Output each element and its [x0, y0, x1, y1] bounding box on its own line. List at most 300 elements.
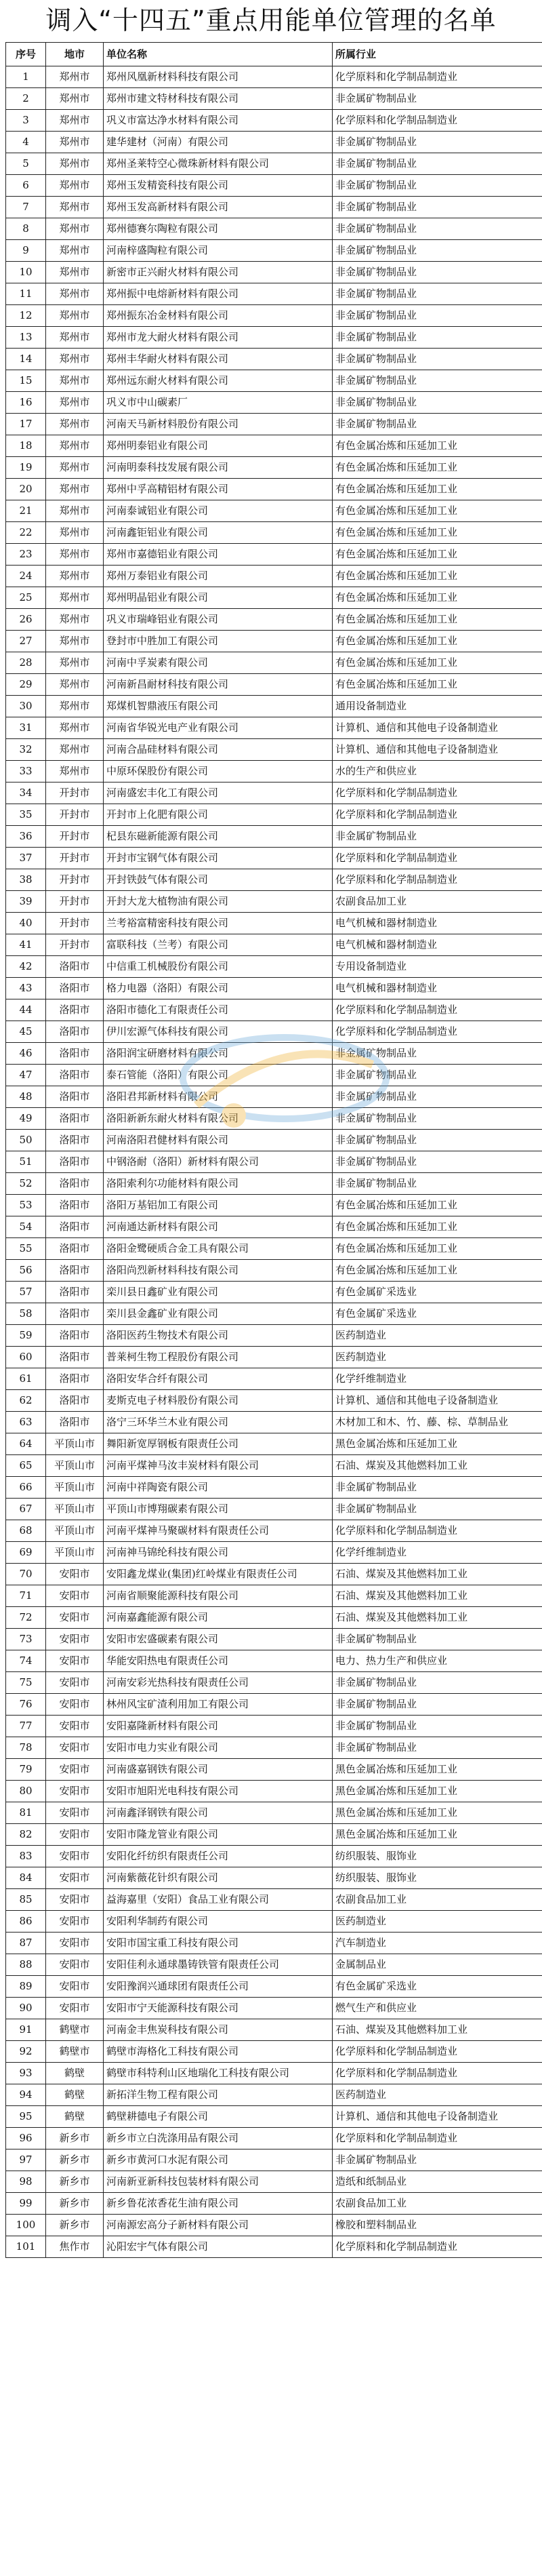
cell-city: 郑州市 [46, 327, 104, 349]
cell-unit-name: 安阳市隆龙管业有限公司 [104, 1824, 333, 1846]
header-serial: 序号 [6, 43, 46, 66]
cell-city: 洛阳市 [46, 1260, 104, 1282]
table-row [6, 2019, 542, 2041]
table-row [6, 1130, 542, 1151]
cell-city: 安阳市 [46, 1564, 104, 1585]
cell-unit-name: 伊川宏源气体科技有限公司 [104, 1021, 333, 1043]
cell-serial: 33 [6, 761, 46, 782]
cell-unit-name: 郑州市建文特材科技有限公司 [104, 88, 333, 110]
cell-serial: 100 [6, 2215, 46, 2236]
cell-serial: 56 [6, 1260, 46, 1282]
table-row [6, 1629, 542, 1650]
cell-city: 安阳市 [46, 1889, 104, 1911]
cell-serial: 5 [6, 153, 46, 175]
table-row [6, 153, 542, 175]
cell-city: 安阳市 [46, 1954, 104, 1976]
cell-unit-name: 安阳市宁天能源科技有限公司 [104, 1998, 333, 2019]
cell-serial: 85 [6, 1889, 46, 1911]
table-row [6, 1824, 542, 1846]
cell-serial: 46 [6, 1043, 46, 1065]
cell-industry: 有色金属冶炼和压延加工业 [333, 566, 542, 587]
cell-city: 开封市 [46, 804, 104, 826]
cell-city: 平顶山市 [46, 1542, 104, 1564]
cell-city: 洛阳市 [46, 1043, 104, 1065]
cell-serial: 73 [6, 1629, 46, 1650]
cell-industry: 非金属矿物制品业 [333, 327, 542, 349]
cell-city: 开封市 [46, 869, 104, 891]
cell-city: 郑州市 [46, 674, 104, 696]
cell-city: 郑州市 [46, 370, 104, 392]
cell-unit-name: 平顶山市博翔碳素有限公司 [104, 1499, 333, 1520]
cell-industry: 计算机、通信和其他电子设备制造业 [333, 2106, 542, 2128]
cell-unit-name: 河南平煤神马汝丰炭材料有限公司 [104, 1455, 333, 1477]
cell-industry: 有色金属矿采选业 [333, 1303, 542, 1325]
cell-unit-name: 河南洛阳君健材料有限公司 [104, 1130, 333, 1151]
header-city: 地市 [46, 43, 104, 66]
table-row [6, 566, 542, 587]
cell-serial: 65 [6, 1455, 46, 1477]
cell-city: 安阳市 [46, 1607, 104, 1629]
table-row [6, 1737, 542, 1759]
cell-serial: 32 [6, 739, 46, 761]
cell-industry: 电气机械和器材制造业 [333, 978, 542, 999]
cell-industry: 燃气生产和供应业 [333, 1998, 542, 2019]
cell-city: 郑州市 [46, 240, 104, 262]
cell-industry: 化学纤维制造业 [333, 1542, 542, 1564]
cell-serial: 95 [6, 2106, 46, 2128]
cell-unit-name: 安阳鑫龙煤业(集团)红岭煤业有限责任公司 [104, 1564, 333, 1585]
cell-serial: 22 [6, 522, 46, 544]
table-row [6, 240, 542, 262]
cell-serial: 77 [6, 1716, 46, 1737]
table-row [6, 1954, 542, 1976]
cell-serial: 36 [6, 826, 46, 848]
cell-serial: 53 [6, 1195, 46, 1216]
cell-industry: 非金属矿物制品业 [333, 1499, 542, 1520]
cell-unit-name: 登封市中胜加工有限公司 [104, 631, 333, 652]
cell-serial: 98 [6, 2171, 46, 2193]
header-industry: 所属行业 [333, 43, 542, 66]
cell-city: 安阳市 [46, 1998, 104, 2019]
cell-unit-name: 中钢洛耐（洛阳）新材料有限公司 [104, 1151, 333, 1173]
table-row [6, 414, 542, 435]
cell-city: 开封市 [46, 848, 104, 869]
cell-serial: 75 [6, 1672, 46, 1694]
table-row [6, 1021, 542, 1043]
table-row [6, 1238, 542, 1260]
cell-serial: 39 [6, 891, 46, 913]
table-row [6, 2041, 542, 2063]
cell-industry: 有色金属冶炼和压延加工业 [333, 500, 542, 522]
cell-industry: 非金属矿物制品业 [333, 1716, 542, 1737]
table-row [6, 2193, 542, 2215]
cell-serial: 89 [6, 1976, 46, 1998]
cell-industry: 黑色金属冶炼和压延加工业 [333, 1802, 542, 1824]
cell-serial: 9 [6, 240, 46, 262]
cell-city: 平顶山市 [46, 1520, 104, 1542]
cell-industry: 有色金属冶炼和压延加工业 [333, 609, 542, 631]
cell-city: 鹤壁 [46, 2106, 104, 2128]
cell-serial: 17 [6, 414, 46, 435]
cell-unit-name: 洛阳尚烈新材料科技有限公司 [104, 1260, 333, 1282]
table-row [6, 1585, 542, 1607]
cell-city: 郑州市 [46, 566, 104, 587]
cell-unit-name: 林州风宝矿渣利用加工有限公司 [104, 1694, 333, 1716]
cell-serial: 10 [6, 262, 46, 283]
cell-city: 洛阳市 [46, 1195, 104, 1216]
cell-unit-name: 安阳利华制药有限公司 [104, 1911, 333, 1933]
cell-industry: 化学原料和化学制品制造业 [333, 2041, 542, 2063]
cell-unit-name: 洛阳新新东耐火材料有限公司 [104, 1108, 333, 1130]
cell-serial: 80 [6, 1781, 46, 1802]
cell-serial: 16 [6, 392, 46, 414]
cell-industry: 农副食品加工业 [333, 891, 542, 913]
cell-unit-name: 河南平煤神马聚碳材料有限责任公司 [104, 1520, 333, 1542]
table-row [6, 305, 542, 327]
table-row [6, 696, 542, 717]
cell-industry: 化学原料和化学制品制造业 [333, 1520, 542, 1542]
cell-industry: 黑色金属冶炼和压延加工业 [333, 1759, 542, 1781]
table-row [6, 1694, 542, 1716]
cell-city: 安阳市 [46, 1672, 104, 1694]
cell-city: 郑州市 [46, 761, 104, 782]
cell-serial: 62 [6, 1390, 46, 1412]
table-row [6, 1911, 542, 1933]
cell-serial: 63 [6, 1412, 46, 1433]
cell-serial: 47 [6, 1065, 46, 1086]
table-row [6, 66, 542, 88]
table-row [6, 132, 542, 153]
table-row [6, 1303, 542, 1325]
cell-unit-name: 洛宁三环华兰木业有限公司 [104, 1412, 333, 1433]
cell-serial: 69 [6, 1542, 46, 1564]
cell-serial: 90 [6, 1998, 46, 2019]
table-row [6, 848, 542, 869]
table-row [6, 392, 542, 414]
cell-unit-name: 河南合晶硅材料有限公司 [104, 739, 333, 761]
cell-unit-name: 巩义市瑞峰铝业有限公司 [104, 609, 333, 631]
cell-industry: 计算机、通信和其他电子设备制造业 [333, 1390, 542, 1412]
cell-serial: 13 [6, 327, 46, 349]
table-row [6, 435, 542, 457]
cell-serial: 14 [6, 349, 46, 370]
cell-industry: 化学纤维制造业 [333, 1368, 542, 1390]
cell-unit-name: 开封市上化肥有限公司 [104, 804, 333, 826]
cell-unit-name: 中原环保股份有限公司 [104, 761, 333, 782]
cell-unit-name: 建华建材（河南）有限公司 [104, 132, 333, 153]
cell-city: 洛阳市 [46, 1086, 104, 1108]
cell-industry: 非金属矿物制品业 [333, 132, 542, 153]
cell-city: 安阳市 [46, 1867, 104, 1889]
cell-industry: 非金属矿物制品业 [333, 349, 542, 370]
cell-serial: 99 [6, 2193, 46, 2215]
table-row [6, 1195, 542, 1216]
table-row [6, 1433, 542, 1455]
cell-unit-name: 河南梓盛陶粒有限公司 [104, 240, 333, 262]
cell-serial: 12 [6, 305, 46, 327]
table-row [6, 327, 542, 349]
cell-unit-name: 河南新亚新科技包装材料有限公司 [104, 2171, 333, 2193]
cell-serial: 40 [6, 913, 46, 934]
cell-unit-name: 栾川县金鑫矿业有限公司 [104, 1303, 333, 1325]
cell-serial: 3 [6, 110, 46, 132]
cell-city: 郑州市 [46, 457, 104, 479]
table-row [6, 544, 542, 566]
cell-industry: 有色金属矿采选业 [333, 1282, 542, 1303]
cell-unit-name: 郑州丰华耐火材料有限公司 [104, 349, 333, 370]
cell-serial: 91 [6, 2019, 46, 2041]
table-row [6, 110, 542, 132]
cell-serial: 31 [6, 717, 46, 739]
table-row [6, 500, 542, 522]
cell-serial: 34 [6, 782, 46, 804]
cell-city: 郑州市 [46, 175, 104, 197]
cell-city: 洛阳市 [46, 1390, 104, 1412]
cell-serial: 74 [6, 1650, 46, 1672]
cell-unit-name: 安阳市旭阳光电科技有限公司 [104, 1781, 333, 1802]
cell-industry: 非金属矿物制品业 [333, 153, 542, 175]
cell-city: 安阳市 [46, 1629, 104, 1650]
cell-unit-name: 开封大龙大植物油有限公司 [104, 891, 333, 913]
cell-industry: 非金属矿物制品业 [333, 1043, 542, 1065]
header-unit-name: 单位名称 [104, 43, 333, 66]
cell-unit-name: 沁阳宏宇气体有限公司 [104, 2236, 333, 2258]
cell-industry: 非金属矿物制品业 [333, 1065, 542, 1086]
cell-unit-name: 洛阳安华合纤有限公司 [104, 1368, 333, 1390]
table-row [6, 175, 542, 197]
cell-industry: 非金属矿物制品业 [333, 262, 542, 283]
cell-city: 郑州市 [46, 305, 104, 327]
table-row [6, 891, 542, 913]
table-row [6, 2171, 542, 2193]
table-row [6, 1759, 542, 1781]
cell-serial: 83 [6, 1846, 46, 1867]
table-row [6, 1086, 542, 1108]
table-row [6, 1542, 542, 1564]
cell-unit-name: 河南中祥陶瓷有限公司 [104, 1477, 333, 1499]
table-row [6, 1216, 542, 1238]
cell-city: 洛阳市 [46, 1238, 104, 1260]
table-row [6, 1976, 542, 1998]
cell-city: 安阳市 [46, 1650, 104, 1672]
cell-serial: 52 [6, 1173, 46, 1195]
cell-city: 郑州市 [46, 132, 104, 153]
cell-serial: 25 [6, 587, 46, 609]
cell-industry: 有色金属冶炼和压延加工业 [333, 522, 542, 544]
cell-industry: 非金属矿物制品业 [333, 1694, 542, 1716]
cell-industry: 非金属矿物制品业 [333, 1130, 542, 1151]
cell-city: 安阳市 [46, 1716, 104, 1737]
table-row [6, 2084, 542, 2106]
cell-city: 洛阳市 [46, 1412, 104, 1433]
cell-unit-name: 河南省华锐光电产业有限公司 [104, 717, 333, 739]
table-row [6, 913, 542, 934]
cell-industry: 非金属矿物制品业 [333, 218, 542, 240]
cell-unit-name: 安阳市电力实业有限公司 [104, 1737, 333, 1759]
cell-industry: 化学原料和化学制品制造业 [333, 782, 542, 804]
cell-industry: 专用设备制造业 [333, 956, 542, 978]
cell-city: 洛阳市 [46, 1282, 104, 1303]
cell-serial: 93 [6, 2063, 46, 2084]
cell-city: 郑州市 [46, 696, 104, 717]
table-body [6, 66, 542, 2258]
cell-industry: 纺织服装、服饰业 [333, 1846, 542, 1867]
cell-serial: 37 [6, 848, 46, 869]
cell-city: 平顶山市 [46, 1499, 104, 1520]
table-row [6, 2106, 542, 2128]
cell-unit-name: 泰石管能（洛阳）有限公司 [104, 1065, 333, 1086]
cell-industry: 电气机械和器材制造业 [333, 934, 542, 956]
cell-serial: 64 [6, 1433, 46, 1455]
table-row [6, 1325, 542, 1347]
table-row [6, 1650, 542, 1672]
cell-industry: 非金属矿物制品业 [333, 826, 542, 848]
cell-city: 焦作市 [46, 2236, 104, 2258]
table-row [6, 739, 542, 761]
cell-serial: 2 [6, 88, 46, 110]
cell-unit-name: 安阳市宏盛碳素有限公司 [104, 1629, 333, 1650]
cell-unit-name: 郑州万泰铝业有限公司 [104, 566, 333, 587]
cell-industry: 化学原料和化学制品制造业 [333, 66, 542, 88]
table-row [6, 1781, 542, 1802]
cell-serial: 79 [6, 1759, 46, 1781]
cell-industry: 木材加工和木、竹、藤、棕、草制品业 [333, 1412, 542, 1433]
cell-city: 郑州市 [46, 522, 104, 544]
cell-unit-name: 河南金丰焦炭科技有限公司 [104, 2019, 333, 2041]
cell-serial: 15 [6, 370, 46, 392]
table-row [6, 1282, 542, 1303]
cell-unit-name: 河南泰诚铝业有限公司 [104, 500, 333, 522]
cell-unit-name: 开封市宝钢气体有限公司 [104, 848, 333, 869]
cell-city: 开封市 [46, 934, 104, 956]
cell-industry: 非金属矿物制品业 [333, 283, 542, 305]
cell-industry: 水的生产和供应业 [333, 761, 542, 782]
table-row [6, 2236, 542, 2258]
cell-unit-name: 益海嘉里（安阳）食品工业有限公司 [104, 1889, 333, 1911]
cell-industry: 化学原料和化学制品制造业 [333, 2236, 542, 2258]
cell-city: 洛阳市 [46, 1065, 104, 1086]
cell-industry: 有色金属冶炼和压延加工业 [333, 1238, 542, 1260]
cell-city: 洛阳市 [46, 1303, 104, 1325]
cell-industry: 化学原料和化学制品制造业 [333, 2128, 542, 2149]
cell-industry: 有色金属冶炼和压延加工业 [333, 479, 542, 500]
cell-serial: 49 [6, 1108, 46, 1130]
cell-industry: 造纸和纸制品业 [333, 2171, 542, 2193]
cell-serial: 44 [6, 999, 46, 1021]
cell-industry: 石油、煤炭及其他燃料加工业 [333, 1585, 542, 1607]
cell-city: 郑州市 [46, 218, 104, 240]
cell-unit-name: 杞县东磁新能源有限公司 [104, 826, 333, 848]
cell-industry: 橡胶和塑料制品业 [333, 2215, 542, 2236]
cell-serial: 84 [6, 1867, 46, 1889]
table-row [6, 782, 542, 804]
cell-city: 鹤壁 [46, 2084, 104, 2106]
cell-industry: 通用设备制造业 [333, 696, 542, 717]
cell-unit-name: 河南新昌耐材科技有限公司 [104, 674, 333, 696]
cell-serial: 51 [6, 1151, 46, 1173]
table-row [6, 978, 542, 999]
table-row [6, 1520, 542, 1542]
cell-city: 新乡市 [46, 2171, 104, 2193]
cell-serial: 30 [6, 696, 46, 717]
table-row [6, 717, 542, 739]
cell-unit-name: 洛阳索利尔功能材料有限公司 [104, 1173, 333, 1195]
cell-industry: 化学原料和化学制品制造业 [333, 999, 542, 1021]
cell-industry: 计算机、通信和其他电子设备制造业 [333, 739, 542, 761]
cell-industry: 有色金属矿采选业 [333, 1976, 542, 1998]
table-row [6, 1477, 542, 1499]
cell-serial: 72 [6, 1607, 46, 1629]
table-row [6, 1998, 542, 2019]
cell-unit-name: 河南通达新材料有限公司 [104, 1216, 333, 1238]
cell-industry: 纺织服装、服饰业 [333, 1867, 542, 1889]
table-row [6, 804, 542, 826]
table-row [6, 956, 542, 978]
cell-city: 平顶山市 [46, 1433, 104, 1455]
cell-city: 安阳市 [46, 1911, 104, 1933]
cell-serial: 45 [6, 1021, 46, 1043]
cell-industry: 石油、煤炭及其他燃料加工业 [333, 1607, 542, 1629]
cell-city: 安阳市 [46, 1694, 104, 1716]
cell-industry: 有色金属冶炼和压延加工业 [333, 652, 542, 674]
cell-unit-name: 郑州明泰铝业有限公司 [104, 435, 333, 457]
table-row [6, 1867, 542, 1889]
cell-industry: 计算机、通信和其他电子设备制造业 [333, 717, 542, 739]
cell-unit-name: 洛阳万基铝加工有限公司 [104, 1195, 333, 1216]
table-row [6, 631, 542, 652]
cell-unit-name: 新乡鲁花浓香花生油有限公司 [104, 2193, 333, 2215]
cell-city: 郑州市 [46, 609, 104, 631]
cell-unit-name: 鹤壁耕德电子有限公司 [104, 2106, 333, 2128]
table-row [6, 2128, 542, 2149]
cell-unit-name: 河南神马锦纶科技有限公司 [104, 1542, 333, 1564]
unit-list-table [5, 42, 542, 2258]
cell-serial: 19 [6, 457, 46, 479]
cell-serial: 58 [6, 1303, 46, 1325]
cell-unit-name: 郑州中孚高精铝材有限公司 [104, 479, 333, 500]
table-row [6, 1260, 542, 1282]
cell-city: 开封市 [46, 891, 104, 913]
cell-city: 安阳市 [46, 1824, 104, 1846]
cell-unit-name: 郑州振中电熔新材料有限公司 [104, 283, 333, 305]
cell-city: 平顶山市 [46, 1477, 104, 1499]
cell-unit-name: 新乡市黄河口水泥有限公司 [104, 2149, 333, 2171]
cell-unit-name: 安阳豫润兴通球团有限责任公司 [104, 1976, 333, 1998]
cell-unit-name: 河南安彩光热科技有限责任公司 [104, 1672, 333, 1694]
cell-industry: 化学原料和化学制品制造业 [333, 804, 542, 826]
cell-unit-name: 鹤壁市科特利山区地瑞化工科技有限公司 [104, 2063, 333, 2084]
table-row [6, 457, 542, 479]
cell-serial: 27 [6, 631, 46, 652]
cell-unit-name: 河南紫薇花针织有限公司 [104, 1867, 333, 1889]
cell-unit-name: 普莱柯生物工程股份有限公司 [104, 1347, 333, 1368]
cell-industry: 非金属矿物制品业 [333, 240, 542, 262]
cell-unit-name: 新乡市立白洗涤用品有限公司 [104, 2128, 333, 2149]
cell-serial: 86 [6, 1911, 46, 1933]
table-row [6, 2149, 542, 2171]
cell-city: 郑州市 [46, 349, 104, 370]
cell-unit-name: 中信重工机械股份有限公司 [104, 956, 333, 978]
cell-serial: 61 [6, 1368, 46, 1390]
cell-unit-name: 河南鑫泽钢铁有限公司 [104, 1802, 333, 1824]
cell-industry: 化学原料和化学制品制造业 [333, 110, 542, 132]
cell-unit-name: 格力电器（洛阳）有限公司 [104, 978, 333, 999]
cell-serial: 4 [6, 132, 46, 153]
cell-serial: 21 [6, 500, 46, 522]
table-row [6, 2063, 542, 2084]
cell-unit-name: 洛阳润宝研磨材料有限公司 [104, 1043, 333, 1065]
cell-unit-name: 栾川县日鑫矿业有限公司 [104, 1282, 333, 1303]
